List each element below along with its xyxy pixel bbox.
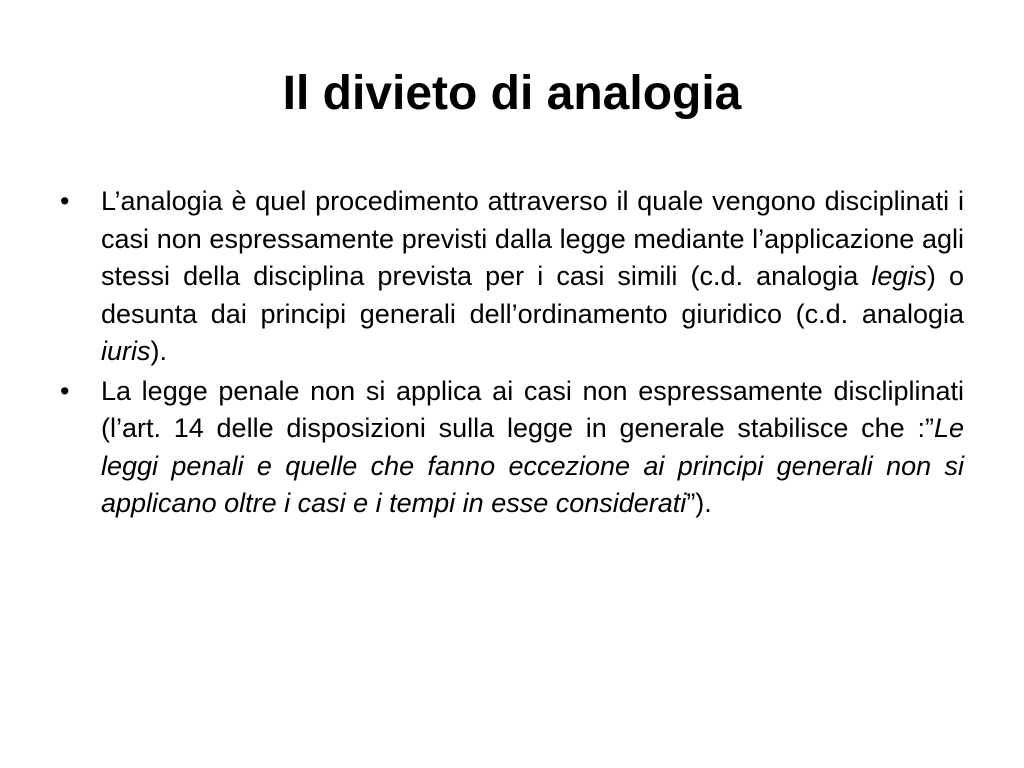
bullet-text: L’analogia è quel procedimento attraverso il quale vengono disciplinati i casi non espressamente previsti dalla legge mediante l’applicazione agli stessi della disciplina prevista per i casi simili (c.d. analogia: [101, 186, 964, 291]
bullet-icon: •: [60, 186, 70, 216]
italic-term: iuris: [101, 336, 151, 366]
bullet-icon: •: [60, 375, 70, 406]
slide-title: Il divieto di analogia: [282, 67, 742, 120]
italic-term: legis: [871, 261, 927, 291]
bullet-list: [60, 183, 964, 525]
bullet-text: ) o desunta dai principi generali dell’ordinamento giuridico (c.d. analogia: [101, 261, 964, 329]
bullet-text: ”).: [686, 488, 712, 518]
bullet-item-analogia-definition: [60, 183, 964, 371]
bullet-item-legge-penale: [60, 373, 964, 523]
bullet-text: ).: [150, 336, 168, 366]
bullet-text: La legge penale non si applica ai casi non espressamente discliplinati (l’art. 14 delle disposizioni sulla legge in generale stabilisce che :”: [101, 375, 964, 443]
italic-quote: Le leggi penali e quelle che fanno eccezione ai principi generali non si applicano oltre i casi e i tempi in esse considerati: [101, 413, 964, 518]
